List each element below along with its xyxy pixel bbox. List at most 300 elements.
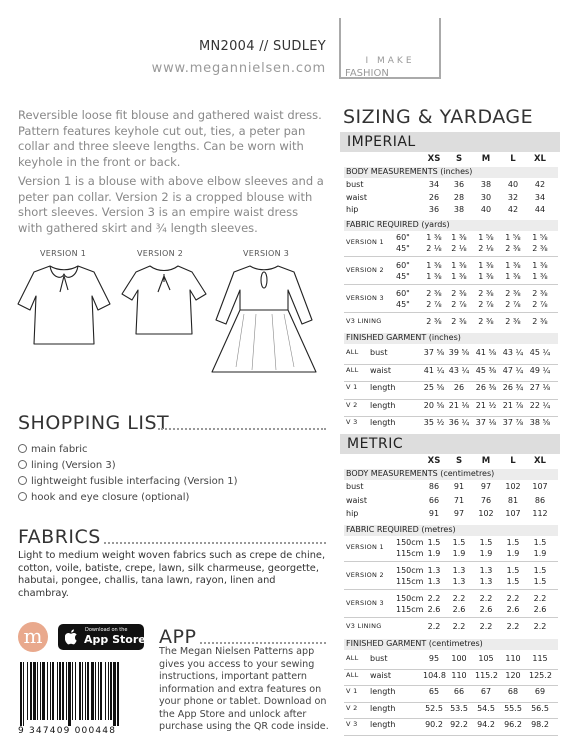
finished-value: 92.2	[450, 720, 468, 729]
garment-group: ALL	[346, 348, 359, 356]
size-value: 34	[534, 192, 546, 202]
finished-value: 47 ¼	[502, 365, 524, 375]
finished-value: 115.2	[475, 670, 498, 680]
barcode-bar	[98, 662, 99, 720]
yardage-value: 2 ⅞	[505, 300, 521, 309]
finished-value: 98.2	[531, 720, 549, 729]
row-label: bust	[370, 348, 388, 357]
lining-row	[344, 317, 558, 328]
finished-garment-row	[344, 704, 558, 715]
body-measurements-subheader	[344, 469, 558, 480]
fabric-width: 150cm	[396, 565, 424, 575]
yardage-value: 2.2	[452, 593, 466, 603]
yardage-value: 1 ⅜	[426, 260, 442, 270]
size-value: 38	[453, 205, 465, 214]
shopping-item-1: main fabric	[18, 444, 88, 455]
size-value: 26	[428, 192, 440, 202]
barcode-bar	[66, 662, 67, 720]
yardage-value: 2 ⅞	[478, 300, 494, 309]
finished-value: 105	[478, 654, 494, 663]
sizing-title: SIZING & YARDAGE	[343, 106, 534, 128]
barcode-bar	[105, 662, 106, 720]
size-value: 40	[480, 205, 492, 214]
fabric-width: 150cm	[396, 537, 424, 547]
app-store-badge[interactable]	[58, 624, 144, 650]
yardage-value: 1.3	[452, 577, 466, 586]
size-value: 97	[480, 482, 492, 491]
row-label: length	[370, 383, 396, 392]
finished-value: 125.2	[529, 670, 552, 680]
yardage-value: 1 ⅝	[478, 232, 494, 242]
body-measurement-row	[344, 205, 558, 216]
barcode-bar	[40, 662, 41, 720]
size-header: S	[455, 456, 463, 466]
fabric-row	[344, 577, 558, 588]
size-header: L	[510, 456, 516, 466]
size-value: 36	[428, 205, 440, 214]
row-divider	[344, 416, 558, 417]
yardage-value: 2.2	[427, 621, 441, 631]
barcode-bar	[33, 662, 36, 720]
finished-value: 55.5	[504, 703, 522, 713]
finished-garment-row	[344, 348, 558, 359]
size-value: 76	[480, 495, 492, 505]
imperial-title: IMPERIAL	[347, 134, 416, 150]
barcode-bar	[20, 662, 22, 726]
yardage-value: 2.6	[533, 605, 547, 614]
finished-value: 110	[451, 670, 467, 680]
yardage-value: 1 ⅜	[451, 232, 467, 242]
row-divider	[344, 589, 558, 590]
fabric-width: 45"	[396, 300, 410, 309]
version-label: VERSION 2	[346, 571, 384, 580]
barcode-bar	[50, 662, 51, 720]
size-value: 40	[507, 180, 519, 189]
yardage-value: 2.6	[452, 605, 466, 614]
body-measurement-row	[344, 482, 558, 493]
garment-group: V 1	[346, 383, 358, 391]
version-3-label: VERSION 3	[243, 249, 290, 258]
website-url[interactable]: www.megannielsen.com	[151, 61, 326, 76]
garment-group: ALL	[346, 365, 359, 374]
size-value: 91	[453, 482, 465, 491]
checkbox-circle-icon	[18, 460, 27, 469]
finished-garment-row	[344, 671, 558, 682]
subheader-label: BODY MEASUREMENTS (inches)	[346, 167, 473, 176]
yardage-value: 2.2	[479, 621, 493, 631]
barcode-bar	[108, 662, 109, 720]
yardage-value: 1.5	[506, 577, 520, 586]
fabric-row	[344, 232, 558, 247]
finished-value: 100	[451, 654, 467, 663]
logo-line-1: I MAKE	[365, 56, 415, 66]
finished-value: 95	[428, 654, 440, 663]
finished-garment-row	[344, 366, 558, 377]
yardage-value: 2.6	[427, 605, 441, 614]
finished-value: 45 ⅜	[475, 365, 497, 375]
finished-garment-row	[344, 401, 558, 412]
size-value: 34	[428, 180, 440, 189]
fabric-row	[344, 605, 558, 616]
yardage-value: 2.2	[427, 593, 441, 603]
shopping-item-3: lightweight fusible interfacing (Version 1)	[18, 476, 238, 487]
version-2-illustration	[122, 266, 206, 334]
yardage-value: 2 ⅛	[426, 244, 442, 253]
yardage-value: 2 ⅜	[505, 244, 521, 253]
finished-garment-row	[344, 418, 558, 429]
row-label: bust	[370, 654, 388, 663]
size-value: 107	[532, 482, 548, 491]
size-value: 44	[534, 205, 546, 214]
yardage-value: 2 ⅜	[451, 316, 467, 326]
fabrics-title: FABRICS	[18, 526, 101, 548]
barcode-bar	[87, 662, 89, 720]
finished-value: 67	[480, 687, 492, 696]
yardage-value: 1.5	[506, 565, 520, 575]
fabric-width: 115cm	[396, 577, 424, 586]
finished-value: 56.5	[531, 703, 549, 713]
version-label: V3 LINING	[346, 316, 382, 325]
yardage-value: 1.5	[452, 537, 466, 547]
yardage-value: 1.9	[452, 549, 466, 558]
barcode-bar	[62, 662, 64, 720]
size-value: 91	[428, 509, 440, 518]
fabric-row	[344, 593, 558, 608]
fabric-row	[344, 537, 558, 552]
finished-value: 43 ¼	[448, 365, 470, 375]
finished-garment-row	[344, 687, 558, 698]
description-paragraph-2: Version 1 is a blouse with above elbow sleeves and a peter pan collar. Version 2 is a cropped blouse with short sleeves. Version 3 is an empire waist dress with gathered skirt and ¾ length sleeves.	[18, 173, 324, 235]
yardage-value: 2.2	[452, 621, 466, 631]
yardage-value: 1.3	[452, 565, 466, 575]
barcode-bar	[95, 662, 96, 720]
yardage-value: 2.2	[506, 621, 520, 631]
description-paragraph-1: Reversible loose fit blouse and gathered waist dress. Pattern features keyhole cut out, ties, a peter pan collar and three sleeve lengths. Can be worn with keyhole in the front or back.	[18, 108, 322, 170]
finished-value: 26 ¾	[502, 383, 524, 392]
size-value: 38	[480, 180, 492, 189]
app-store-line-1: Download on the	[85, 627, 128, 633]
finished-value: 27 ⅛	[529, 383, 551, 392]
finished-value: 38 ⅝	[529, 418, 551, 427]
row-divider	[344, 381, 558, 382]
yardage-value: 1 ⅜	[505, 260, 521, 270]
yardage-value: 1.5	[533, 565, 547, 575]
yardage-value: 2 ⅞	[426, 300, 442, 309]
row-label: length	[370, 400, 396, 410]
finished-value: 104.8	[423, 670, 446, 680]
finished-garment-row	[344, 654, 558, 665]
yardage-value: 1.5	[479, 537, 493, 547]
barcode-bar	[27, 662, 28, 720]
yardage-value: 1.3	[427, 565, 441, 575]
size-header: M	[481, 456, 491, 466]
subheader-label: FINISHED GARMENT (inches)	[346, 333, 461, 342]
size-value: 86	[428, 482, 440, 491]
barcode-bar	[75, 662, 76, 720]
finished-value: 21 ½	[475, 400, 497, 410]
yardage-value: 1 ⅜	[426, 232, 442, 242]
finished-value: 54.5	[477, 703, 495, 713]
fabric-width: 60"	[396, 288, 410, 298]
yardage-value: 1 ⅜	[505, 272, 521, 281]
brand-logo	[339, 18, 441, 79]
yardage-value: 1 ⅜	[478, 260, 494, 270]
yardage-value: 1 ⅜	[478, 272, 494, 281]
fabric-row	[344, 549, 558, 560]
barcode-bar	[68, 662, 71, 726]
yardage-value: 1 ⅜	[451, 272, 467, 281]
barcode-bar	[59, 662, 61, 720]
yardage-value: 2.2	[479, 593, 493, 603]
fabric-row	[344, 300, 558, 311]
yardage-value: 2 ⅞	[532, 300, 548, 309]
barcode-bar	[117, 662, 119, 726]
yardage-value: 2 ⅜	[451, 288, 467, 298]
shopping-list-divider	[158, 428, 326, 430]
yardage-value: 1.9	[427, 549, 441, 558]
size-header: L	[510, 154, 516, 164]
finished-value: 94.2	[477, 720, 495, 729]
fabric-width: 45"	[396, 272, 410, 281]
garment-group: V 1	[346, 687, 358, 695]
barcode-bar	[91, 662, 94, 720]
size-header: XS	[427, 456, 441, 466]
finished-value: 49 ¼	[529, 365, 551, 375]
size-value: 71	[453, 495, 465, 505]
yardage-value: 2 ⅜	[532, 244, 548, 253]
barcode-bar	[82, 662, 83, 720]
yardage-value: 2 ⅜	[426, 288, 442, 298]
version-2-label: VERSION 2	[137, 249, 184, 258]
size-header-row	[344, 456, 558, 467]
size-header: M	[481, 154, 491, 164]
finished-value: 65	[428, 687, 440, 696]
size-value: 32	[507, 192, 519, 202]
finished-value: 21 ⅛	[448, 400, 470, 410]
apple-icon	[65, 629, 79, 645]
lining-row	[344, 622, 558, 633]
barcode-bar	[57, 662, 58, 720]
fabric-width: 60"	[396, 260, 410, 270]
finished-value: 52.5	[425, 703, 443, 713]
size-header: XL	[534, 456, 546, 466]
version-label: VERSION 3	[346, 599, 384, 608]
yardage-value: 2 ⅜	[426, 316, 442, 326]
finished-value: 43 ¼	[502, 348, 524, 357]
finished-value: 96.2	[504, 720, 522, 729]
brand-m-logo: m	[18, 622, 48, 652]
row-divider	[344, 364, 558, 365]
garment-group: V 2	[346, 703, 358, 712]
row-label: length	[370, 687, 396, 696]
subheader-label: FINISHED GARMENT (centimetres)	[346, 639, 483, 648]
garment-group: V 2	[346, 400, 358, 409]
finished-value: 20 ⅝	[423, 400, 445, 410]
yardage-value: 2 ⅜	[478, 288, 494, 298]
barcode	[20, 662, 138, 726]
finished-garment-subheader	[344, 333, 558, 344]
barcode-bar	[100, 662, 102, 720]
finished-value: 25 ⅝	[423, 383, 445, 392]
logo-line-2: FASHION	[345, 68, 389, 79]
row-divider	[344, 312, 558, 313]
yardage-value: 1.5	[533, 577, 547, 586]
version-3-illustration	[212, 266, 316, 372]
body-measurement-row	[344, 496, 558, 507]
yardage-value: 2 ⅞	[451, 300, 467, 309]
fabric-row	[344, 244, 558, 255]
yardage-value: 1.5	[427, 537, 441, 547]
barcode-bar	[79, 662, 81, 720]
finished-garment-row	[344, 720, 558, 731]
app-title: APP	[159, 626, 197, 648]
size-value: 81	[507, 495, 519, 505]
size-header: S	[455, 154, 463, 164]
fabric-row	[344, 565, 558, 580]
row-label: waist	[346, 192, 367, 202]
fabrics-divider	[104, 542, 326, 544]
shopping-item-2: lining (Version 3)	[18, 460, 116, 471]
barcode-bar	[47, 662, 48, 720]
app-store-line-2: App Store	[84, 633, 146, 646]
fabric-width: 60"	[396, 232, 410, 242]
version-label: VERSION 1	[346, 238, 384, 247]
row-label: hip	[346, 205, 359, 214]
size-value: 42	[534, 180, 546, 189]
checkbox-circle-icon	[18, 492, 27, 501]
garment-group: ALL	[346, 654, 359, 662]
subheader-label: FABRIC REQUIRED (yards)	[346, 219, 450, 229]
barcode-bar	[113, 662, 116, 726]
yardage-value: 1 ⅜	[532, 272, 548, 281]
version-label: VERSION 1	[346, 543, 384, 552]
finished-value: 21 ⅞	[502, 400, 524, 410]
barcode-bar	[52, 662, 54, 720]
finished-value: 69	[534, 687, 546, 696]
finished-value: 39 ⅝	[448, 348, 470, 357]
size-header: XL	[534, 154, 546, 164]
yardage-value: 1.3	[427, 577, 441, 586]
finished-value: 68	[507, 687, 519, 696]
size-value: 112	[532, 509, 548, 518]
fabric-row	[344, 260, 558, 275]
row-label: bust	[346, 180, 364, 189]
garment-group: V 3	[346, 418, 358, 426]
yardage-value: 1 ⅜	[532, 260, 548, 270]
row-label: waist	[346, 495, 367, 505]
row-divider	[344, 561, 558, 562]
finished-value: 66	[453, 687, 465, 696]
size-value: 28	[453, 192, 465, 202]
finished-value: 37 ⅞	[502, 418, 524, 427]
finished-value: 37 ⅛	[475, 418, 497, 427]
finished-value: 37 ⅝	[423, 348, 445, 357]
barcode-bar	[110, 662, 112, 720]
pattern-description	[18, 108, 326, 240]
yardage-value: 2.2	[533, 621, 547, 631]
barcode-bar	[85, 662, 86, 720]
finished-value: 45 ¼	[529, 348, 551, 357]
version-1-illustration	[18, 266, 110, 344]
subheader-label: BODY MEASUREMENTS (centimetres)	[346, 469, 495, 478]
row-divider	[344, 399, 558, 400]
yardage-value: 1.3	[479, 577, 493, 586]
yardage-value: 2.6	[479, 605, 493, 614]
app-divider	[200, 642, 326, 644]
finished-value: 41 ¼	[423, 365, 445, 375]
body-measurements-subheader	[344, 167, 558, 178]
row-label: hip	[346, 509, 359, 518]
barcode-bar	[23, 662, 24, 726]
garment-illustrations	[10, 262, 330, 377]
body-measurement-row	[344, 193, 558, 204]
size-value: 102	[505, 482, 521, 491]
finished-value: 120	[505, 670, 521, 680]
barcode-bar	[37, 662, 38, 720]
fabric-required-subheader	[344, 220, 558, 231]
yardage-value: 2 ⅛	[478, 244, 494, 253]
checkbox-circle-icon	[18, 444, 27, 453]
row-divider	[344, 669, 558, 670]
yardage-value: 1.3	[479, 565, 493, 575]
barcode-number: 9 347409 000448	[18, 726, 117, 736]
finished-value: 110	[505, 654, 521, 663]
finished-value: 26 ⅜	[475, 383, 497, 392]
finished-garment-row	[344, 383, 558, 394]
finished-value: 35 ½	[423, 418, 445, 427]
size-header: XS	[427, 154, 441, 164]
finished-value: 53.5	[450, 703, 468, 713]
row-divider	[344, 735, 558, 736]
fabric-row	[344, 272, 558, 283]
row-label: length	[370, 418, 396, 427]
row-divider	[344, 284, 558, 285]
finished-value: 26	[453, 383, 465, 392]
size-value: 86	[534, 495, 546, 505]
garment-group: ALL	[346, 670, 359, 679]
version-label: VERSION 3	[346, 294, 384, 303]
barcode-bar	[72, 662, 73, 720]
size-header-row	[344, 154, 558, 165]
row-divider	[344, 718, 558, 719]
fabric-width: 150cm	[396, 593, 424, 603]
yardage-value: 1.5	[533, 537, 547, 547]
yardage-value: 2.2	[533, 593, 547, 603]
row-divider	[344, 702, 558, 703]
size-value: 97	[453, 509, 465, 518]
yardage-value: 1.9	[479, 549, 493, 558]
pattern-code: MN2004 // SUDLEY	[198, 39, 326, 54]
yardage-value: 1.9	[533, 549, 547, 558]
row-label: waist	[370, 365, 391, 375]
body-measurement-row	[344, 180, 558, 191]
barcode-bar	[30, 662, 32, 720]
subheader-label: FABRIC REQUIRED (metres)	[346, 524, 456, 534]
yardage-value: 1 ⅜	[426, 272, 442, 281]
yardage-value: 2 ⅜	[532, 288, 548, 298]
yardage-value: 1 ⅝	[532, 232, 548, 242]
fabric-required-subheader	[344, 525, 558, 536]
fabrics-description: Light to medium weight woven fabrics such as crepe de chine, cotton, voile, batiste, crepe, lawn, silk charmeuse, georgette, habutai, pongee, challis, tana lawn, rayon, linen and chambray.	[18, 550, 326, 599]
size-value: 30	[480, 192, 492, 202]
fabric-width: 45"	[396, 244, 410, 253]
yardage-value: 2.6	[506, 605, 520, 614]
yardage-value: 2 ⅜	[532, 316, 548, 326]
garment-group: V 3	[346, 720, 358, 728]
barcode-bar	[42, 662, 45, 720]
finished-value: 115	[532, 654, 548, 663]
size-value: 102	[478, 509, 494, 518]
